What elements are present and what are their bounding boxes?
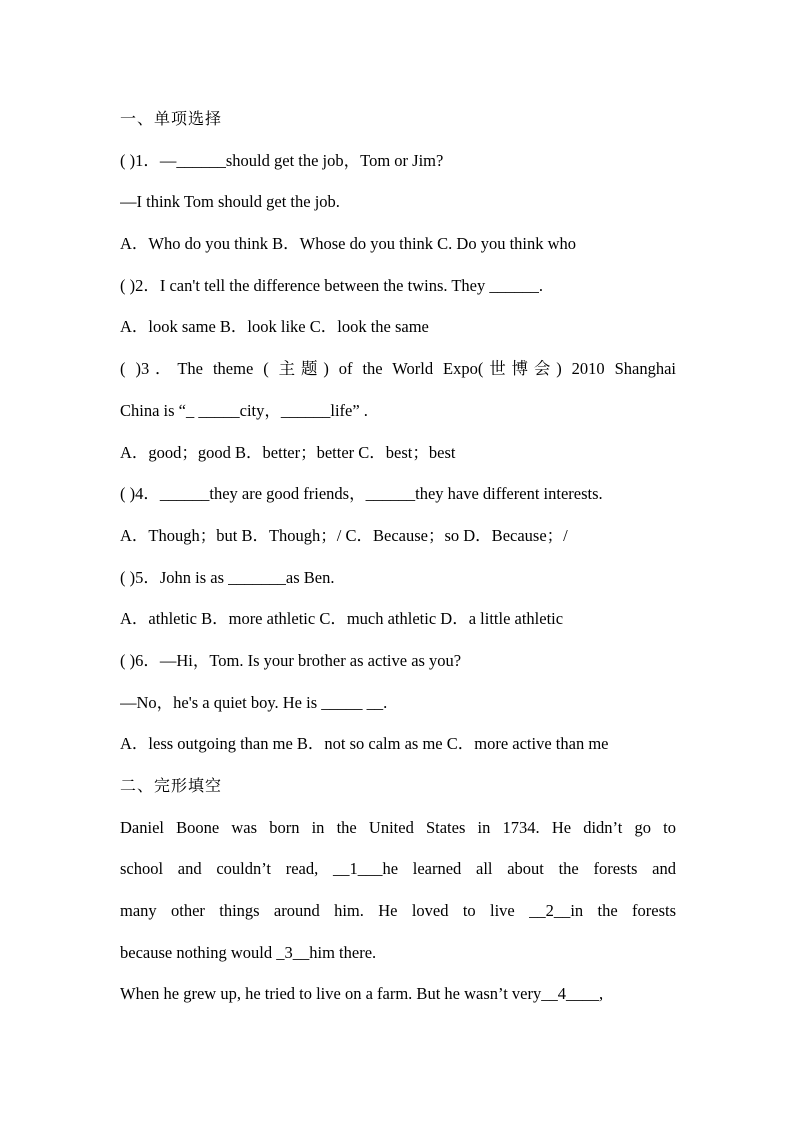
passage-line: because nothing would _3__him there. bbox=[120, 942, 377, 962]
passage-line: school and couldn’t read, __1___he learned all about the forests and bbox=[120, 859, 676, 879]
question-2-stem: ( )2．I can't tell the difference between the twins. They ______. bbox=[120, 275, 543, 295]
question-3-options: A．good；good B．better；better C．best；best bbox=[120, 442, 456, 462]
question-5-options: A．athletic B．more athletic C．much athletic D．a little athletic bbox=[120, 609, 564, 629]
section-heading-cloze: 二、完形填空 bbox=[120, 776, 223, 795]
question-1-options: A．Who do you think B．Whose do you think C. Do you think who bbox=[120, 234, 577, 254]
passage-line: Daniel Boone was born in the United States in 1734. He didn’t go to bbox=[120, 817, 676, 837]
question-6-options: A．less outgoing than me B．not so calm as me C．more active than me bbox=[120, 734, 609, 754]
section-heading-multiple-choice: 一、单项选择 bbox=[120, 109, 223, 128]
question-1-continuation: —I think Tom should get the job. bbox=[120, 192, 340, 212]
question-1-stem: ( )1．—______should get the job，Tom or Jim? bbox=[120, 150, 444, 170]
question-6-continuation: —No，he's a quiet boy. He is _____ __. bbox=[120, 692, 388, 712]
question-5-stem: ( )5．John is as _______as Ben. bbox=[120, 567, 335, 587]
question-4-options: A．Though；but B．Though；/ C．Because；so D．Because；/ bbox=[120, 525, 568, 545]
question-6-stem: ( )6．—Hi，Tom. Is your brother as active as you? bbox=[120, 650, 462, 670]
question-2-options: A．look same B．look like C．look the same bbox=[120, 317, 429, 337]
exercise-content bbox=[120, 98, 676, 1015]
question-3-stem: ( )3．The theme ( 主题) of the World Expo(世博会) 2010 Shanghai bbox=[120, 359, 676, 379]
question-3-continuation: China is “_ _____city，______life” . bbox=[120, 400, 368, 420]
passage-line: When he grew up, he tried to live on a farm. But he wasn’t very__4____, bbox=[120, 984, 604, 1004]
question-4-stem: ( )4．______they are good friends，______they have different interests. bbox=[120, 484, 603, 504]
passage-line: many other things around him. He loved to live __2__in the forests bbox=[120, 901, 676, 921]
